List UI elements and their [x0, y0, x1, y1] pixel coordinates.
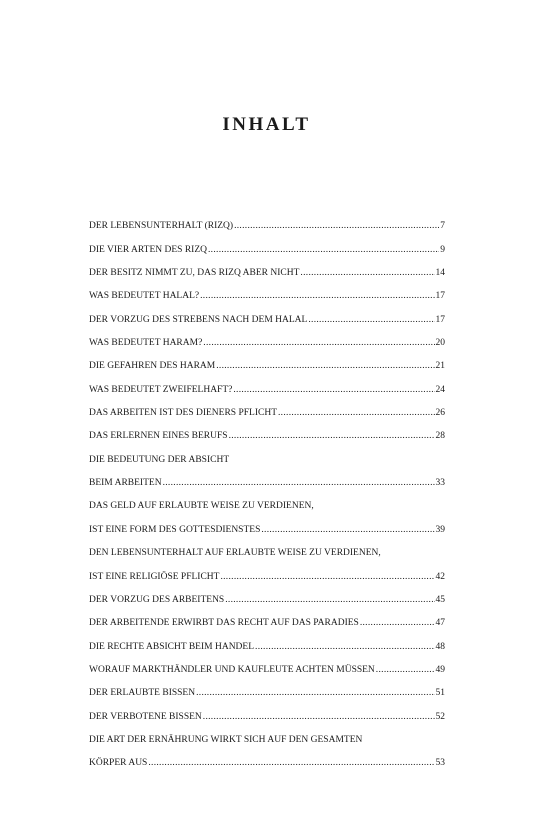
- toc-entry-page-number: 14: [435, 268, 445, 279]
- toc-entry-page-number: 52: [435, 711, 445, 722]
- toc-entry-page-number: 49: [435, 664, 445, 675]
- toc-entry-title: IST EINE RELIGIÖSE PFLICHT: [89, 571, 220, 582]
- toc-entry-title: DIE BEDEUTUNG DER ABSICHT: [89, 454, 230, 465]
- page-title: INHALT: [222, 113, 311, 135]
- toc-entry-title: DER ERLAUBTE BISSEN: [89, 688, 196, 699]
- toc-entry-page-number: 42: [435, 571, 445, 582]
- toc-entry-page-number: 26: [435, 408, 445, 419]
- dot-leader: [220, 571, 434, 583]
- toc-entry-title: WAS BEDEUTET HALAL?: [89, 291, 200, 302]
- dot-leader: [216, 360, 434, 372]
- toc-entry-title: WAS BEDEUTET HARAM?: [89, 338, 203, 349]
- toc-entry-title: DER VORZUG DES ARBEITENS: [89, 594, 225, 605]
- dot-leader: [148, 757, 434, 769]
- dot-leader: [163, 477, 435, 489]
- toc-entry-page-number: 53: [435, 758, 445, 769]
- toc-entry: [89, 512, 445, 535]
- toc-entry-title: IST EINE FORM DES GOTTESDIENSTES: [89, 524, 261, 535]
- toc-entry-page-number: 24: [435, 384, 445, 395]
- toc-entry: [89, 723, 445, 746]
- toc-entry: [89, 372, 445, 395]
- toc-entry-title: DER BESITZ NIMMT ZU, DAS RIZQ ABER NICHT: [89, 268, 300, 279]
- dot-leader: [203, 337, 434, 349]
- toc-entry-title: KÖRPER AUS: [89, 758, 148, 769]
- toc-entry: [89, 256, 445, 279]
- toc-entry-page-number: 48: [435, 641, 445, 652]
- toc-entry-page-number: 47: [435, 618, 445, 629]
- toc-entry: [89, 536, 445, 559]
- toc-entry: [89, 606, 445, 629]
- toc-entry-page-number: 21: [435, 361, 445, 372]
- toc-entry: [89, 419, 445, 442]
- toc-entry: [89, 209, 445, 232]
- toc-entry-title: DAS GELD AUF ERLAUBTE WEISE ZU VERDIENEN,: [89, 501, 314, 512]
- toc-entry-title: DER VORZUG DES STREBENS NACH DEM HALAL: [89, 314, 308, 325]
- toc-entry: [89, 279, 445, 302]
- dot-leader: [255, 641, 434, 653]
- toc-entry: [89, 442, 445, 465]
- toc-entry-title: WAS BEDEUTET ZWEIFELHAFT?: [89, 384, 233, 395]
- toc-entry: [89, 583, 445, 606]
- toc-entry-page-number: 17: [435, 291, 445, 302]
- toc-entry-title: DER VERBOTENE BISSEN: [89, 711, 202, 722]
- toc-entry-page-number: 20: [435, 338, 445, 349]
- dot-leader: [203, 711, 435, 723]
- dot-leader: [278, 407, 435, 419]
- toc-entry: [89, 559, 445, 582]
- toc-entry-title: DAS ARBEITEN IST DES DIENERS PFLICHT: [89, 408, 277, 419]
- toc-entry-page-number: 7: [440, 221, 445, 232]
- toc-entry-title: DER ARBEITENDE ERWIRBT DAS RECHT AUF DAS PARADIES: [89, 618, 359, 629]
- toc-entry: [89, 232, 445, 255]
- toc-entry: [89, 302, 445, 325]
- dot-leader: [261, 524, 434, 536]
- toc-entry: [89, 396, 445, 419]
- toc-entry-title: DIE ART DER ERNÄHRUNG WIRKT SICH AUF DEN GESAMTEN: [89, 734, 363, 745]
- toc-entry: [89, 629, 445, 652]
- toc-entry: [89, 466, 445, 489]
- toc-entry-title: DAS ERLERNEN EINES BERUFS: [89, 431, 228, 442]
- toc-entry-page-number: 39: [435, 524, 445, 535]
- dot-leader: [308, 314, 434, 326]
- toc-entry: [89, 489, 445, 512]
- toc-entry: [89, 746, 445, 769]
- toc-entry: [89, 676, 445, 699]
- toc-entry-title: DIE RECHTE ABSICHT BEIM HANDEL: [89, 641, 255, 652]
- toc-entry-page-number: 28: [435, 431, 445, 442]
- toc-entry-title: DIE VIER ARTEN DES RIZQ: [89, 244, 207, 255]
- dot-leader: [376, 664, 435, 676]
- dot-leader: [225, 594, 434, 606]
- dot-leader: [196, 687, 434, 699]
- dot-leader: [234, 220, 439, 232]
- toc-entry-page-number: 17: [435, 314, 445, 325]
- toc-entry-page-number: 9: [440, 244, 445, 255]
- dot-leader: [360, 617, 435, 629]
- dot-leader: [208, 244, 439, 256]
- toc-entry-title: WORAUF MARKTHÄNDLER UND KAUFLEUTE ACHTEN MÜSSEN: [89, 664, 375, 675]
- toc-entry-title: DER LEBENSUNTERHALT (RIZQ): [89, 221, 234, 232]
- dot-leader: [233, 384, 434, 396]
- toc-entry: [89, 653, 445, 676]
- toc-entry-page-number: 51: [435, 688, 445, 699]
- toc-entry-title: BEIM ARBEITEN: [89, 478, 162, 489]
- toc-entry: [89, 699, 445, 722]
- toc-entry: [89, 349, 445, 372]
- toc-entry-title: DIE GEFAHREN DES HARAM: [89, 361, 216, 372]
- dot-leader: [229, 430, 435, 442]
- table-of-contents: [89, 209, 445, 769]
- dot-leader: [200, 290, 434, 302]
- toc-entry-page-number: 45: [435, 594, 445, 605]
- toc-entry-title: DEN LEBENSUNTERHALT AUF ERLAUBTE WEISE ZU VERDIENEN,: [89, 548, 381, 559]
- toc-entry-page-number: 33: [435, 478, 445, 489]
- toc-entry: [89, 326, 445, 349]
- dot-leader: [300, 267, 434, 279]
